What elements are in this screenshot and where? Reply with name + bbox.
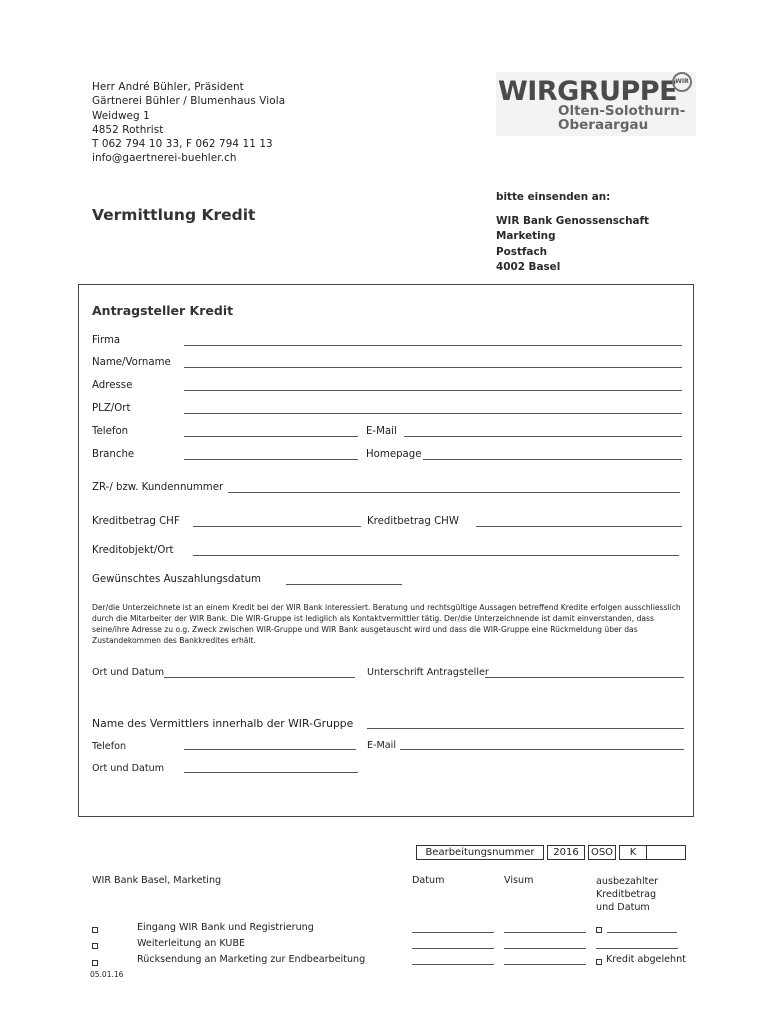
telefon-field[interactable]	[184, 436, 358, 437]
name-label: Name/Vorname	[92, 357, 171, 368]
homepage-label: Homepage	[366, 449, 422, 460]
email-label: E-Mail	[366, 426, 397, 437]
ort-datum-field[interactable]	[164, 677, 355, 678]
vermittler-telefon-field[interactable]	[184, 749, 356, 750]
kreditbetrag-chw-field[interactable]	[476, 526, 682, 527]
unterschrift-label: Unterschrift Antragsteller	[367, 667, 489, 678]
kredit-abgelehnt-label: Kredit abgelehnt	[606, 954, 686, 965]
sender-line: 4852 Rothrist	[92, 123, 164, 136]
wir-gruppe-logo	[496, 72, 696, 136]
kredit-abgelehnt-checkbox[interactable]	[596, 959, 602, 965]
adresse-label: Adresse	[92, 380, 133, 391]
footer-col-ausbezahlt	[596, 875, 658, 914]
sender-line: info@gaertnerei-buehler.ch	[92, 152, 237, 165]
ort-datum-label: Ort und Datum	[92, 667, 165, 678]
recipient-line: Postfach	[496, 245, 547, 258]
unterschrift-field[interactable]	[485, 677, 684, 678]
logo-badge-icon: WIR	[672, 72, 692, 92]
homepage-field[interactable]	[423, 459, 682, 460]
email-field[interactable]	[404, 436, 682, 437]
logo-wordmark: WIRGRUPPE	[498, 76, 678, 107]
sender-line: T 062 794 10 33, F 062 794 11 13	[92, 138, 273, 151]
kundennummer-label: ZR-/ bzw. Kundennummer	[92, 482, 224, 493]
kreditbetrag-chf-label: Kreditbetrag CHF	[92, 516, 180, 527]
section-title: Antragsteller Kredit	[92, 303, 234, 318]
bearbeitungsnummer-k: K	[619, 845, 647, 860]
vermittler-email-label: E-Mail	[367, 740, 397, 751]
auszahlungsdatum-field[interactable]	[286, 584, 402, 585]
ausbezahlt-line: ausbezahlter	[596, 876, 659, 887]
sender-line: Weidweg 1	[92, 109, 150, 122]
recipient-line: Marketing	[496, 230, 556, 242]
ausbezahlt-line: Kreditbetrag	[596, 889, 657, 900]
branche-field[interactable]	[184, 459, 358, 460]
auszahlungsdatum-label: Gewünschtes Auszahlungsdatum	[92, 574, 261, 585]
step-3-label: Rücksendung an Marketing zur Endbearbeitung	[137, 954, 366, 965]
step-3-datum-field[interactable]	[412, 964, 494, 965]
step-1-datum-field[interactable]	[412, 932, 494, 933]
bearbeitungsnummer-code: OSO	[588, 845, 616, 860]
recipient-line: WIR Bank Genossenschaft	[496, 214, 649, 227]
bearbeitungsnummer-year: 2016	[547, 845, 585, 860]
recipient-address	[496, 190, 649, 276]
sender-address	[92, 80, 285, 166]
recipient-intro: bitte einsenden an:	[496, 191, 611, 203]
consent-notice: Der/die Unterzeichnete ist an einem Kredit bei der WIR Bank interessiert. Beratung und rechtsgültige Aussagen betreffend Kredite erfolgen ausschliesslich durch die Mitarbeiter der WIR Bank. Die WIR-Gruppe ist lediglich als Kontaktvermittler tätig. Der/die Unterzeichnende ist damit einverstanden, dass seine/ihre Adresse zu o.g. Zweck zwischen WIR-Gruppe und WIR Bank ausgetauscht wird und dass die WIR-Gruppe eine Rückmeldung über das Zustandekommen des Bankkredites erhält.	[92, 603, 681, 645]
vermittler-label: Name des Vermittlers innerhalb der WIR-Gruppe	[92, 717, 354, 730]
step-2-amount-field[interactable]	[596, 948, 678, 949]
vermittler-email-field[interactable]	[400, 749, 684, 750]
step-1-label: Eingang WIR Bank und Registrierung	[137, 922, 314, 933]
kundennummer-field[interactable]	[228, 492, 680, 493]
step-1-amount-checkbox[interactable]	[596, 927, 602, 933]
step-2-checkbox[interactable]	[92, 943, 98, 949]
footer-col-datum: Datum	[412, 875, 445, 886]
name-field[interactable]	[184, 367, 682, 368]
step-3-visum-field[interactable]	[504, 964, 586, 965]
kreditobjekt-field[interactable]	[193, 555, 679, 556]
kreditbetrag-chf-field[interactable]	[193, 526, 361, 527]
footer-department: WIR Bank Basel, Marketing	[92, 875, 222, 886]
logo-subtitle-1: Olten-Solothurn-	[558, 103, 686, 119]
branche-label: Branche	[92, 449, 135, 460]
kreditbetrag-chw-label: Kreditbetrag CHW	[367, 516, 459, 527]
vermittler-telefon-label: Telefon	[92, 741, 127, 752]
plz-field[interactable]	[184, 413, 682, 414]
kreditobjekt-label: Kreditobjekt/Ort	[92, 545, 174, 556]
step-1-visum-field[interactable]	[504, 932, 586, 933]
step-2-datum-field[interactable]	[412, 948, 494, 949]
step-2-visum-field[interactable]	[504, 948, 586, 949]
firma-field[interactable]	[184, 345, 682, 346]
vermittler-field[interactable]	[367, 728, 684, 729]
version-date: 05.01.16	[90, 970, 124, 979]
ausbezahlt-line: und Datum	[596, 902, 650, 913]
adresse-field[interactable]	[184, 390, 682, 391]
vermittler-ort-datum-label: Ort und Datum	[92, 763, 165, 774]
page-title: Vermittlung Kredit	[92, 206, 256, 224]
plz-label: PLZ/Ort	[92, 403, 131, 414]
step-2-label: Weiterleitung an KUBE	[137, 938, 246, 949]
step-1-checkbox[interactable]	[92, 927, 98, 933]
logo-subtitle-2: Oberaargau	[558, 117, 649, 133]
bearbeitungsnummer-value[interactable]	[646, 845, 686, 860]
telefon-label: Telefon	[92, 426, 129, 437]
step-1-amount-field[interactable]	[607, 932, 677, 933]
bearbeitungsnummer-label: Bearbeitungsnummer	[416, 845, 544, 860]
sender-line: Herr André Bühler, Präsident	[92, 81, 244, 93]
footer-col-visum: Visum	[504, 875, 534, 886]
firma-label: Firma	[92, 335, 121, 346]
sender-line: Gärtnerei Bühler / Blumenhaus Viola	[92, 95, 286, 108]
step-3-checkbox[interactable]	[92, 960, 98, 966]
recipient-line: 4002 Basel	[496, 261, 561, 273]
vermittler-ort-datum-field[interactable]	[184, 772, 358, 773]
